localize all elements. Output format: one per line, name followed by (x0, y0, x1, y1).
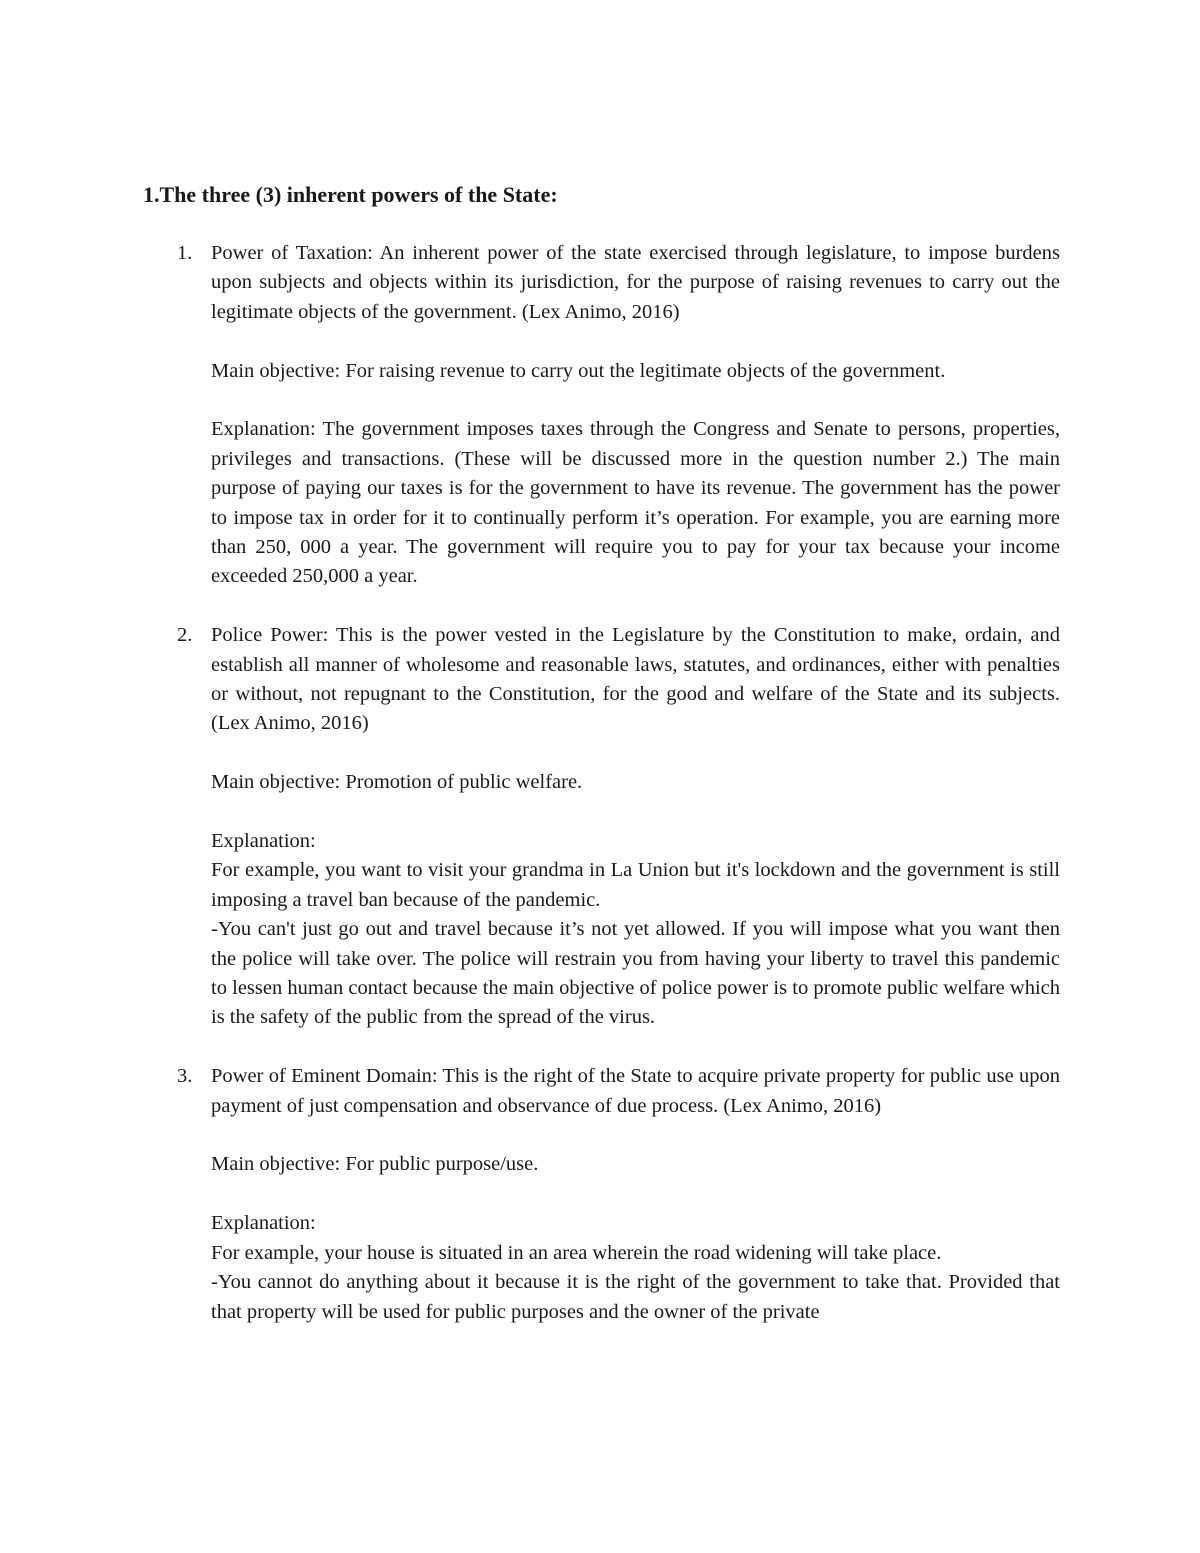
example-text: For example, you want to visit your grandma in La Union but it's lockdown and the government is still imposing a travel ban because of the pandemic. (211, 859, 1060, 911)
list-number: 1. (177, 242, 193, 264)
list-item-eminent-domain (170, 1062, 1060, 1327)
list-item-taxation (170, 239, 1060, 592)
explanation-text: Explanation: The government imposes taxes through the Congress and Senate to persons, properties, privileges and transactions. (These will be discussed more in the question number 2.) The main purpose of paying our taxes is for the government to have its revenue. The government has the power to impose tax in order for it to continually perform it’s operation. For example, you are earning more than 250, 000 a year. The government will require you to pay for your tax because your income exceeded 250,000 a year. (211, 418, 1060, 588)
powers-list (170, 239, 1060, 1327)
main-objective-text: Main objective: Promotion of public welfare. (211, 771, 583, 794)
list-number: 2. (177, 624, 193, 647)
explanation-label: Explanation: (211, 1212, 316, 1235)
main-objective-text: Main objective: For public purpose/use. (211, 1153, 539, 1176)
definition-text: Power of Eminent Domain: This is the right of the State to acquire private property for public use upon payment of just compensation and observance of due process. (Lex Animo, 2016) (211, 1065, 1060, 1117)
list-number: 3. (177, 1065, 193, 1088)
detail-text: -You can't just go out and travel because it’s not yet allowed. If you will impose what you want then the police will take over. The police will restrain you from having your liberty to travel this pandemic to lessen human contact because the main objective of police power is to promote public welfare which is the safety of the public from the spread of the virus. (211, 918, 1060, 1029)
main-objective-text: Main objective: For raising revenue to carry out the legitimate objects of the government. (211, 359, 946, 382)
list-item-police-power (170, 621, 1060, 1033)
definition-text: Police Power: This is the power vested in the Legislature by the Constitution to make, ordain, and establish all manner of wholesome and reasonable laws, statutes, and ordinances, either with penalties or without, not repugnant to the Constitution, for the good and welfare of the State and its subjects. (Lex Animo, 2016) (211, 624, 1060, 735)
explanation-label: Explanation: (211, 830, 316, 853)
detail-text: -You cannot do anything about it because it is the right of the government to take that. Provided that that property will be used for public purposes and the owner of the private (211, 1271, 1060, 1323)
section-heading: 1.The three (3) inherent powers of the State: (143, 182, 558, 207)
definition-text: Power of Taxation: An inherent power of the state exercised through legislature, to impose burdens upon subjects and objects within its jurisdiction, for the purpose of raising revenues to carry out the legitimate objects of the government. (Lex Animo, 2016) (211, 242, 1060, 323)
example-text: For example, your house is situated in an area wherein the road widening will take place. (211, 1241, 942, 1264)
